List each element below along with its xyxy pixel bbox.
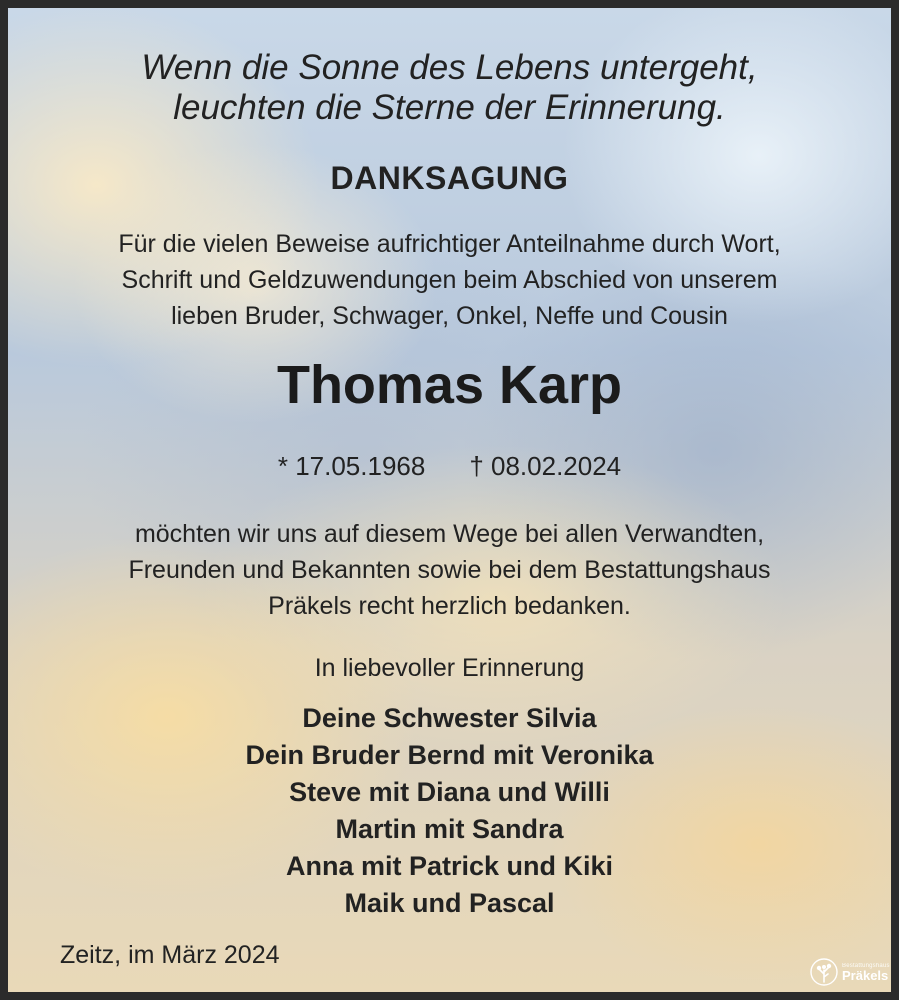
- signers-list: [8, 700, 891, 922]
- thanks-line-1: möchten wir uns auf diesem Wege bei allen Verwandten,: [134, 520, 765, 548]
- life-dates: [8, 448, 891, 484]
- thanks-line-3: Präkels recht herzlich bedanken.: [268, 592, 631, 620]
- tree-logo-icon: [810, 958, 838, 986]
- intro-paragraph: [8, 226, 891, 334]
- thanks-paragraph: [8, 516, 891, 624]
- intro-line-2: Schrift und Geldzuwendungen beim Abschied von unserem: [121, 266, 778, 294]
- signer-5: Anna mit Patrick und Kiki: [285, 851, 614, 881]
- funeral-home-logo: [810, 958, 890, 986]
- birth-date: * 17.05.1968: [277, 451, 426, 481]
- memory-line: In liebevoller Erinnerung: [314, 654, 585, 682]
- logo-text: [842, 963, 890, 982]
- deceased-name: Thomas Karp: [276, 355, 623, 415]
- signer-4: Martin mit Sandra: [335, 814, 564, 844]
- heading-title: DANKSAGUNG: [330, 160, 569, 196]
- intro-line-3: lieben Bruder, Schwager, Onkel, Neffe und Cousin: [171, 302, 728, 330]
- signer-2: Dein Bruder Bernd mit Veronika: [245, 740, 654, 770]
- quote-line-1: Wenn die Sonne des Lebens untergeht,: [141, 48, 758, 87]
- intro-line-1: Für die vielen Beweise aufrichtiger Anteilnahme durch Wort,: [118, 230, 781, 258]
- place-date: Zeitz, im März 2024: [60, 941, 280, 969]
- quote-line-2: leuchten die Sterne der Erinnerung.: [173, 88, 726, 127]
- death-date: † 08.02.2024: [469, 451, 622, 481]
- memorial-quote: [8, 48, 891, 128]
- signer-1: Deine Schwester Silvia: [302, 703, 597, 733]
- logo-name: Präkels: [842, 967, 889, 983]
- logo-subtitle: Bestattungshaus: [842, 962, 890, 969]
- thanks-line-2: Freunden und Bekannten sowie bei dem Bestattungshaus: [128, 556, 771, 584]
- signer-3: Steve mit Diana und Willi: [289, 777, 610, 807]
- signer-6: Maik und Pascal: [344, 888, 555, 918]
